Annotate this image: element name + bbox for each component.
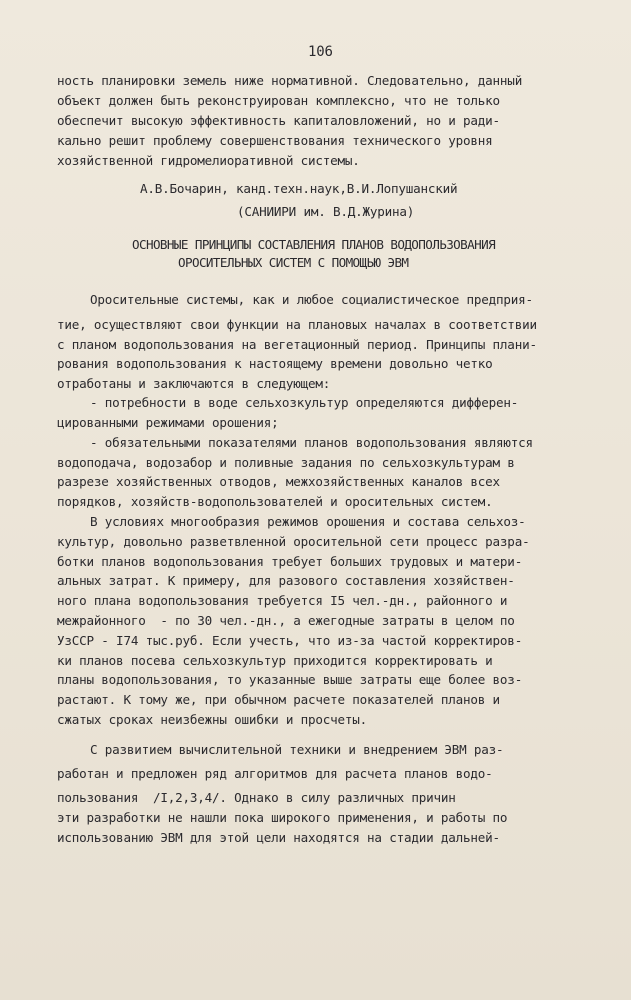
paragraph-line: рования водопользования к настоящему времени довольно четко — [57, 356, 493, 371]
intro-line: ность планировки земель ниже нормативной. Следовательно, данный — [57, 73, 523, 88]
paragraph-line: Оросительные системы, как и любое социалистическое предприя- — [90, 292, 533, 307]
paragraph-line: ного плана водопользования требуется I5 чел.-дн., районного и — [57, 593, 508, 608]
author-affiliation: (САНИИРИ им. В.Д.Журина) — [237, 204, 415, 219]
author-names: А.В.Бочарин, канд.техн.наук,В.И.Лопушанский — [140, 181, 458, 196]
paragraph-line: порядков, хозяйств-водопользователей и оросительных систем. — [57, 494, 493, 509]
intro-line: обеспечит высокую эффективность капиталовложений, но и ради- — [57, 113, 500, 128]
paragraph-line: С развитием вычислительной техники и внедрением ЭВМ раз- — [90, 742, 504, 757]
paragraph-line: УзССР - I74 тыс.руб. Если учесть, что из-за частой корректиров- — [57, 633, 523, 648]
paragraph-line: цированными режимами орошения; — [57, 415, 279, 430]
paragraph-line: планы водопользования, то указанные выше затраты еще более воз- — [57, 672, 523, 687]
paragraph-line: тие, осуществляют свои функции на плановых началах в соответствии — [57, 317, 537, 332]
page-number: 106 — [308, 44, 333, 60]
paragraph-line: работан и предложен ряд алгоритмов для расчета планов водо- — [57, 766, 493, 781]
paragraph-line: с планом водопользования на вегетационный период. Принципы плани- — [57, 337, 537, 352]
paragraph-line: альных затрат. К примеру, для разового составления хозяйствен- — [57, 573, 515, 588]
paragraph-line: пользования /I,2,3,4/. Однако в силу различных причин — [57, 790, 456, 805]
intro-line: кально решит проблему совершенствования технического уровня — [57, 133, 493, 148]
paragraph-line: эти разработки не нашли пока широкого применения, и работы по — [57, 810, 508, 825]
intro-line: объект должен быть реконструирован комплексно, что не только — [57, 93, 500, 108]
paragraph-line: ботки планов водопользования требует больших трудовых и матери- — [57, 554, 523, 569]
paragraph-line: растают. К тому же, при обычном расчете показателей планов и — [57, 692, 500, 707]
paragraph-line: ки планов посева сельхозкультур приходится корректировать и — [57, 653, 493, 668]
paragraph-line: В условиях многообразия режимов орошения и состава сельхоз- — [90, 514, 526, 529]
paragraph-line: культур, довольно разветвленной оросительной сети процесс разра- — [57, 534, 530, 549]
article-title: ОСНОВНЫЕ ПРИНЦИПЫ СОСТАВЛЕНИЯ ПЛАНОВ ВОДОПОЛЬЗОВАНИЯ — [132, 237, 496, 252]
paragraph-line: межрайонного - по 30 чел.-дн., а ежегодные затраты в целом по — [57, 613, 515, 628]
paragraph-line: использованию ЭВМ для этой цели находятся на стадии дальней- — [57, 830, 500, 845]
paragraph-line: отработаны и заключаются в следующем: — [57, 376, 331, 391]
paragraph-line: - обязательными показателями планов водопользования являются — [90, 435, 533, 450]
intro-line: хозяйственной гидромелиоративной системы. — [57, 153, 360, 168]
article-title: ОРОСИТЕЛЬНЫХ СИСТЕМ С ПОМОЩЬЮ ЭВМ — [178, 255, 409, 270]
paragraph-line: разрезе хозяйственных отводов, межхозяйственных каналов всех — [57, 474, 500, 489]
paragraph-line: водоподача, водозабор и поливные задания по сельхозкультурам в — [57, 455, 515, 470]
paragraph-line: - потребности в воде сельхозкультур определяются дифферен- — [90, 395, 519, 410]
paragraph-line: сжатых сроках неизбежны ошибки и просчеты. — [57, 712, 368, 727]
